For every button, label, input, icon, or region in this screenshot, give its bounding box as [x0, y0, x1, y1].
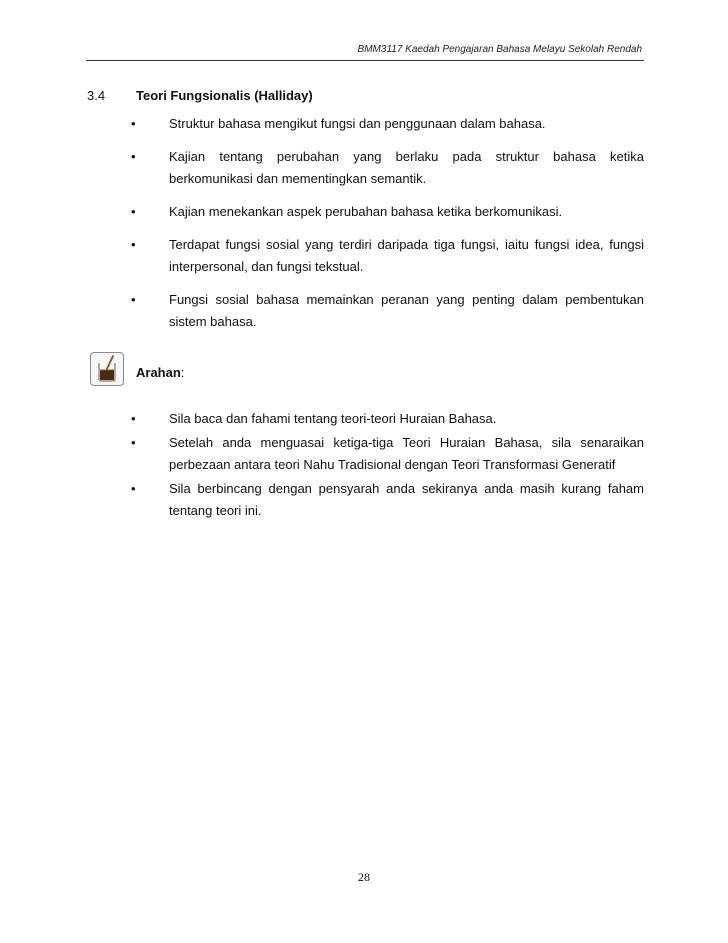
- list-item-text: Terdapat fungsi sosial yang terdiri daripada tiga fungsi, iaitu fungsi idea, fungsi interpersonal, dan fungsi tekstual.: [169, 237, 644, 274]
- section-number: 3.4: [87, 88, 106, 103]
- instructions-heading: [136, 365, 184, 380]
- list-item-text: Kajian tentang perubahan yang berlaku pada struktur bahasa ketika berkomunikasi dan mementingkan semantik.: [169, 149, 644, 186]
- bullet-marker: •: [131, 481, 136, 496]
- list-item-text: Setelah anda menguasai ketiga-tiga Teori Huraian Bahasa, sila senaraikan perbezaan antara teori Nahu Tradisional dengan Teori Transformasi Generatif: [169, 435, 644, 472]
- list-item: [124, 478, 644, 522]
- list-item: [124, 289, 644, 333]
- beaker-stirring-icon: [90, 352, 124, 386]
- instructions-bullet-list: [124, 408, 644, 524]
- instructions-colon: :: [180, 365, 185, 380]
- list-item: [124, 408, 644, 430]
- list-item-text: Sila baca dan fahami tentang teori-teori Huraian Bahasa.: [169, 411, 497, 426]
- bullet-marker: •: [131, 116, 136, 131]
- header-divider: [86, 60, 644, 61]
- list-item: [124, 201, 644, 223]
- bullet-marker: •: [131, 435, 136, 450]
- bullet-marker: •: [131, 292, 136, 307]
- list-item-text: Fungsi sosial bahasa memainkan peranan yang penting dalam pembentukan sistem bahasa.: [169, 292, 644, 329]
- running-header: BMM3117 Kaedah Pengajaran Bahasa Melayu Sekolah Rendah: [357, 44, 642, 55]
- list-item: [124, 146, 644, 190]
- bullet-marker: •: [131, 204, 136, 219]
- bullet-marker: •: [131, 237, 136, 252]
- list-item: [124, 234, 644, 278]
- list-item-text: Struktur bahasa mengikut fungsi dan penggunaan dalam bahasa.: [169, 116, 546, 131]
- section-bullet-list: [124, 113, 644, 344]
- instructions-label: Arahan: [136, 365, 181, 380]
- list-item-text: Kajian menekankan aspek perubahan bahasa ketika berkomunikasi.: [169, 204, 563, 219]
- section-title: Teori Fungsionalis (Halliday): [136, 88, 313, 103]
- beaker-stirring-icon-graphic: [91, 353, 123, 385]
- bullet-marker: •: [131, 149, 136, 164]
- list-item: [124, 432, 644, 476]
- list-item: [124, 113, 644, 135]
- page-number: 28: [358, 870, 370, 884]
- list-item-text: Sila berbincang dengan pensyarah anda sekiranya anda masih kurang faham tentang teori ini.: [169, 481, 644, 518]
- bullet-marker: •: [131, 411, 136, 426]
